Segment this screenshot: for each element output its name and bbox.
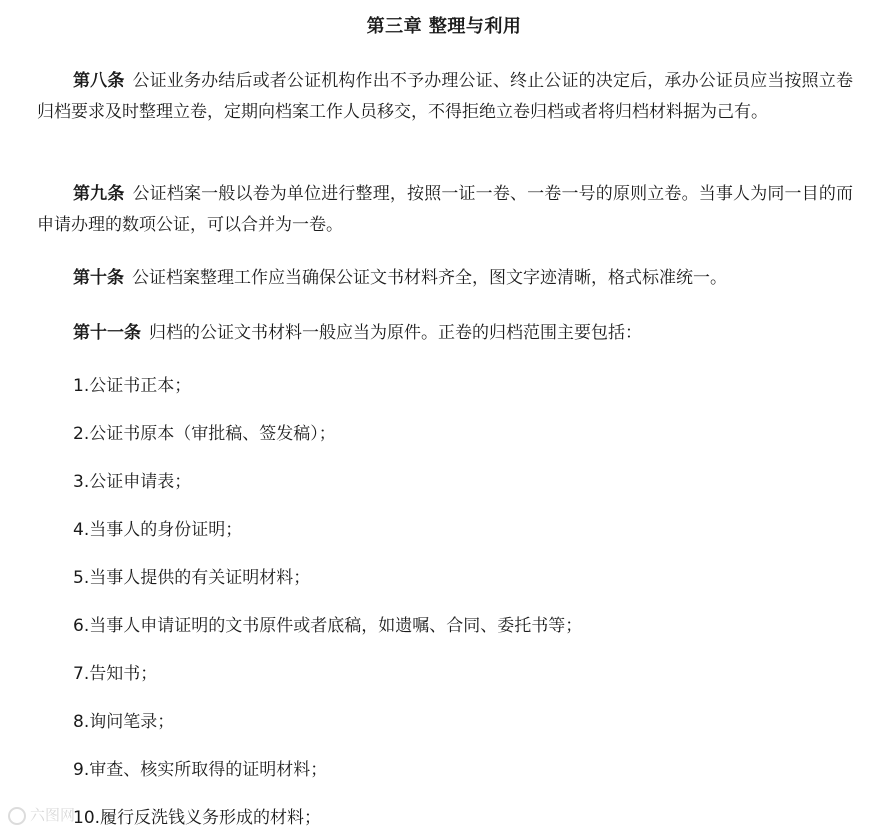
article-text: 公证档案一般以卷为单位进行整理，按照一证一卷、一卷一号的原则立卷。当事人为同一目的而申请办理的数项公证，可以合并为一卷。 [37,184,854,235]
list-item: 2.公证书原本（审批稿、签发稿）； [73,424,336,444]
list-item: 1.公证书正本； [73,376,192,396]
article-text: 公证档案整理工作应当确保公证文书材料齐全，图文字迹清晰，格式标准统一。 [132,268,727,288]
list-item: 9.审查、核实所取得的证明材料； [73,760,328,780]
article-10 [37,263,853,294]
list-item: 4.当事人的身份证明； [73,520,243,540]
article-label: 第十条 [73,268,124,288]
watermark-text: 六图网 [30,806,76,824]
article-11 [37,318,853,349]
article-label: 第九条 [73,184,125,204]
article-label: 第八条 [73,71,125,91]
chapter-title: 第三章 整理与利用 [366,16,522,37]
list-item: 10.履行反洗钱义务形成的材料； [73,808,322,828]
watermark [8,804,75,825]
article-label: 第十一条 [73,323,141,343]
list-item: 8.询问笔录； [73,712,175,732]
watermark-logo-icon [8,807,26,825]
list-item: 6.当事人申请证明的文书原件或者底稿，如遗嘱、合同、委托书等； [73,616,583,636]
article-9 [37,179,853,241]
list-item: 7.告知书； [73,664,158,684]
article-text: 公证业务办结后或者公证机构作出不予办理公证、终止公证的决定后，承办公证员应当按照立卷归档要求及时整理立卷，定期向档案工作人员移交，不得拒绝立卷归档或者将归档材料据为己有。 [37,71,854,122]
list-item: 5.当事人提供的有关证明材料； [73,568,311,588]
list-item: 3.公证申请表； [73,472,192,492]
article-text: 归档的公证文书材料一般应当为原件。正卷的归档范围主要包括： [149,323,642,343]
article-8 [37,66,853,128]
